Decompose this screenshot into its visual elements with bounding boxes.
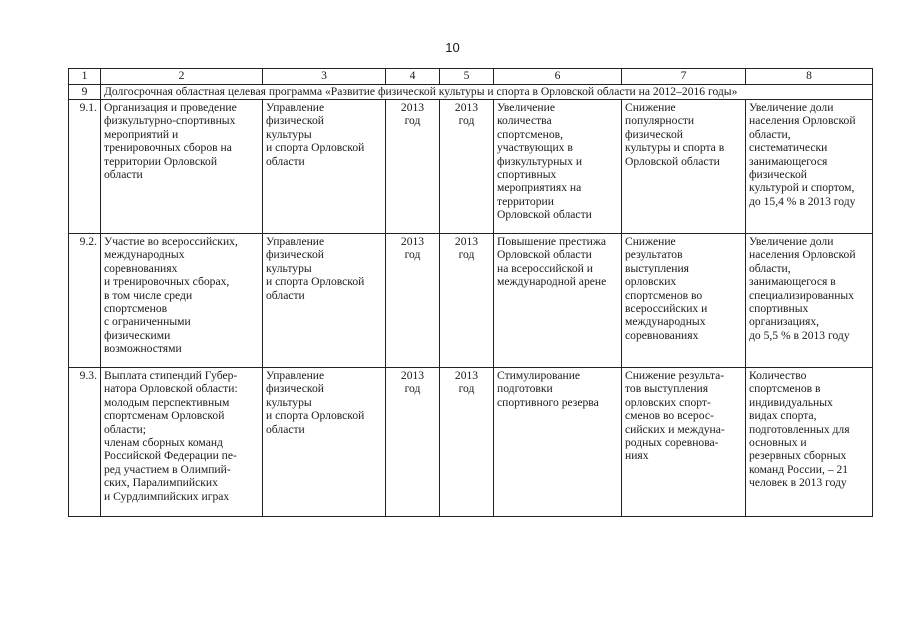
program-table bbox=[68, 68, 873, 517]
column-number: 6 bbox=[494, 69, 622, 85]
consequence-cell: Снижение результатов выступления орловских спортсменов во всероссийских и международных соревнованиях bbox=[622, 234, 746, 368]
row-number: 9.3. bbox=[69, 368, 101, 517]
executor-cell: Управление физической культуры и спорта Орловской области bbox=[263, 234, 386, 368]
table-row bbox=[69, 234, 873, 368]
measure-cell: Участие во всероссийских, международных соревнованиях и тренировочных сборах, в том числе среди спортсменов с ограниченными физическими возможностями bbox=[101, 234, 263, 368]
table-row bbox=[69, 368, 873, 517]
indicator-cell: Увеличение доли населения Орловской области, систематически занимающегося физической культурой и спортом, до 15,4 % в 2013 году bbox=[746, 100, 873, 234]
start-date-cell: 2013 год bbox=[386, 368, 440, 517]
column-number: 5 bbox=[440, 69, 494, 85]
result-cell: Стимулирование подготовки спортивного резерва bbox=[494, 368, 622, 517]
section-number: 9 bbox=[69, 85, 101, 100]
column-number: 3 bbox=[263, 69, 386, 85]
consequence-cell: Снижение популярности физической культуры и спорта в Орловской области bbox=[622, 100, 746, 234]
consequence-cell: Снижение результа- тов выступления орловских спорт- сменов во всерос- сийских и междуна- родных соревнова- ниях bbox=[622, 368, 746, 517]
result-cell: Повышение престижа Орловской области на всероссийской и международной арене bbox=[494, 234, 622, 368]
table-row bbox=[69, 100, 873, 234]
row-number: 9.2. bbox=[69, 234, 101, 368]
page-number: 10 bbox=[445, 40, 460, 55]
result-cell: Увеличение количества спортсменов, участвующих в физкультурных и спортивных мероприятиях на территории Орловской области bbox=[494, 100, 622, 234]
measure-cell: Организация и проведение физкультурно-спортивных мероприятий и тренировочных сборов на территории Орловской области bbox=[101, 100, 263, 234]
column-number: 8 bbox=[746, 69, 873, 85]
column-number: 7 bbox=[622, 69, 746, 85]
section-title: Долгосрочная областная целевая программа «Развитие физической культуры и спорта в Орловской области на 2012–2016 годы» bbox=[101, 85, 873, 100]
column-number: 2 bbox=[101, 69, 263, 85]
column-number: 4 bbox=[386, 69, 440, 85]
executor-cell: Управление физической культуры и спорта Орловской области bbox=[263, 100, 386, 234]
row-number: 9.1. bbox=[69, 100, 101, 234]
indicator-cell: Увеличение доли населения Орловской области, занимающегося в специализированных спортивных организациях, до 5,5 % в 2013 году bbox=[746, 234, 873, 368]
start-date-cell: 2013 год bbox=[386, 100, 440, 234]
end-date-cell: 2013 год bbox=[440, 100, 494, 234]
end-date-cell: 2013 год bbox=[440, 234, 494, 368]
measure-cell: Выплата стипендий Губер- натора Орловской области: молодым перспективным спортсменам Орловской области; членам сборных команд Российской Федерации пе- ред участием в Олимпий- ских, Паралимпийских и Сурдлимпийских играх bbox=[101, 368, 263, 517]
end-date-cell: 2013 год bbox=[440, 368, 494, 517]
indicator-cell: Количество спортсменов в индивидуальных видах спорта, подготовленных для основных и резервных сборных команд России, – 21 человек в 2013 году bbox=[746, 368, 873, 517]
start-date-cell: 2013 год bbox=[386, 234, 440, 368]
column-number: 1 bbox=[69, 69, 101, 85]
executor-cell: Управление физической культуры и спорта Орловской области bbox=[263, 368, 386, 517]
column-number-row bbox=[69, 69, 873, 85]
section-row bbox=[69, 85, 873, 100]
